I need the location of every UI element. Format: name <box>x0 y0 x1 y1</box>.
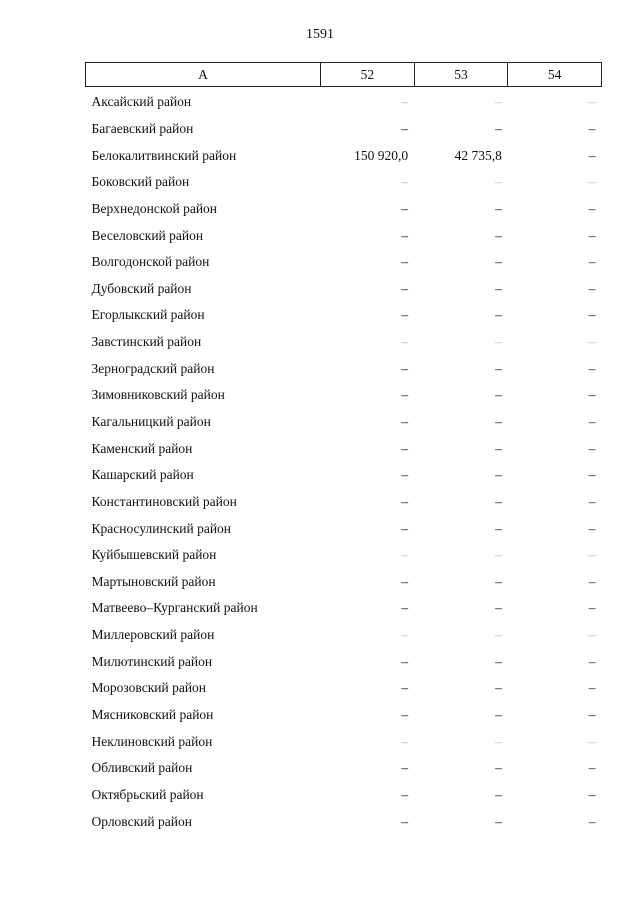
table-row <box>86 329 602 356</box>
cell-value: – <box>401 520 409 536</box>
cell-value: – <box>401 547 409 563</box>
cell-value: – <box>401 120 409 136</box>
cell-value: – <box>495 227 502 243</box>
cell-value: – <box>401 653 409 669</box>
cell-value: – <box>401 200 409 216</box>
table-row <box>86 116 602 143</box>
district-name: Обливский район <box>91 760 193 776</box>
table-row <box>86 755 602 782</box>
cell-value: – <box>401 467 409 483</box>
cell-value: – <box>588 813 596 829</box>
cell-value: – <box>588 653 596 669</box>
district-name: Зерноградский район <box>91 360 215 376</box>
table-row <box>86 542 602 569</box>
cell-value: – <box>495 307 502 323</box>
cell-value: – <box>401 627 409 643</box>
cell-value: – <box>588 280 596 296</box>
district-name: Милютинский район <box>91 653 213 669</box>
table-row <box>86 382 602 409</box>
table-row <box>86 648 602 675</box>
table-row <box>86 302 602 329</box>
cell-value: – <box>588 254 596 270</box>
cell-value: – <box>588 200 596 216</box>
district-name: Завстинский район <box>91 334 202 350</box>
cell-value: – <box>588 600 596 616</box>
data-table <box>85 62 602 835</box>
cell-value: – <box>495 493 502 509</box>
cell-value: – <box>401 280 409 296</box>
cell-value: – <box>401 707 409 723</box>
cell-value: – <box>588 334 596 350</box>
district-name: Морозовский район <box>91 680 207 696</box>
cell-value: – <box>401 414 409 429</box>
district-name: Миллеровский район <box>91 627 215 643</box>
cell-value: – <box>495 760 502 776</box>
district-name: Егорлыкский район <box>91 307 205 323</box>
district-name: Константиновский район <box>91 493 237 509</box>
table-row <box>86 409 602 436</box>
cell-value: – <box>588 307 596 323</box>
table-row <box>86 142 602 169</box>
cell-value: – <box>495 627 502 643</box>
cell-value: – <box>588 760 596 776</box>
cell-value: – <box>588 680 596 696</box>
district-name: Кагальницкий район <box>91 414 211 429</box>
district-name: Орловский район <box>91 813 192 829</box>
cell-value: – <box>401 760 409 776</box>
table-row <box>86 355 602 382</box>
cell-value: – <box>588 440 596 456</box>
cell-value: – <box>495 200 502 216</box>
table-row <box>86 728 602 755</box>
cell-value: – <box>495 254 502 270</box>
cell-value: – <box>401 813 409 829</box>
cell-value: – <box>588 520 596 536</box>
cell-value: – <box>588 174 596 190</box>
table-row <box>86 169 602 196</box>
cell-value: – <box>495 520 502 536</box>
cell-value: – <box>495 786 502 802</box>
cell-value: – <box>588 493 596 509</box>
district-name: Матвеево–Курганский район <box>91 600 258 616</box>
cell-value: – <box>401 440 409 456</box>
table-row <box>86 515 602 542</box>
cell-value: – <box>495 280 502 296</box>
table-row <box>86 462 602 489</box>
table-row <box>86 275 602 302</box>
cell-value: – <box>401 307 409 323</box>
table-row <box>86 782 602 809</box>
table-row <box>86 808 602 835</box>
table-row <box>86 702 602 729</box>
cell-value: 150 920,0 <box>354 147 409 163</box>
cell-value: – <box>588 627 596 643</box>
cell-value: – <box>495 334 502 350</box>
cell-value: – <box>495 813 502 829</box>
cell-value: – <box>495 387 502 403</box>
cell-value: 42 735,8 <box>454 147 502 163</box>
table-row <box>86 675 602 702</box>
district-name: Дубовский район <box>91 280 192 296</box>
cell-value: – <box>401 227 409 243</box>
cell-value: – <box>588 414 596 429</box>
table-row <box>86 569 602 596</box>
table-row <box>86 489 602 516</box>
cell-value: – <box>495 733 502 749</box>
cell-value: – <box>588 547 596 563</box>
cell-value: – <box>495 174 502 190</box>
cell-value: – <box>401 600 409 616</box>
district-name: Боковский район <box>91 174 190 190</box>
cell-value: – <box>588 573 596 589</box>
cell-value: – <box>495 120 502 136</box>
table-row <box>86 87 602 116</box>
district-name: Кашарский район <box>91 467 194 483</box>
table-row <box>86 222 602 249</box>
cell-value: – <box>495 707 502 723</box>
cell-value: – <box>588 733 596 749</box>
cell-value: – <box>401 360 409 376</box>
table-row <box>86 595 602 622</box>
cell-value: – <box>401 733 409 749</box>
cell-value: – <box>495 360 502 376</box>
table-header-row <box>86 63 602 87</box>
cell-value: – <box>588 360 596 376</box>
cell-value: – <box>588 467 596 483</box>
table-row <box>86 435 602 462</box>
cell-value: – <box>495 547 502 563</box>
table-row <box>86 249 602 276</box>
column-header-a: А <box>86 63 321 87</box>
table-row <box>86 622 602 649</box>
cell-value: – <box>588 94 596 110</box>
district-name: Аксайский район <box>91 94 192 110</box>
cell-value: – <box>401 680 409 696</box>
cell-value: – <box>588 387 596 403</box>
district-name: Белокалитвинский район <box>91 147 237 163</box>
district-name: Каменский район <box>91 440 193 456</box>
table-body <box>86 87 602 835</box>
cell-value: – <box>588 707 596 723</box>
district-name: Верхнедонской район <box>91 200 218 216</box>
cell-value: – <box>495 94 502 110</box>
district-name: Мартыновский район <box>91 573 216 589</box>
cell-value: – <box>495 600 502 616</box>
district-name: Волгодонской район <box>91 254 210 270</box>
cell-value: – <box>401 174 409 190</box>
cell-value: – <box>588 147 596 163</box>
district-name: Мясниковский район <box>91 707 214 723</box>
cell-value: – <box>495 440 502 456</box>
column-header-53: 53 <box>414 63 508 87</box>
table-row <box>86 196 602 223</box>
cell-value: – <box>401 334 409 350</box>
cell-value: – <box>401 254 409 270</box>
column-header-52: 52 <box>321 63 415 87</box>
cell-value: – <box>588 786 596 802</box>
column-header-54: 54 <box>508 63 602 87</box>
cell-value: – <box>588 120 596 136</box>
cell-value: – <box>401 573 409 589</box>
cell-value: – <box>495 680 502 696</box>
district-name: Куйбышевский район <box>91 547 217 563</box>
district-name: Багаевский район <box>91 120 194 136</box>
cell-value: – <box>401 786 409 802</box>
cell-value: – <box>401 493 409 509</box>
district-name: Красносулинский район <box>91 520 232 536</box>
district-name: Октябрьский район <box>91 786 204 802</box>
district-name: Зимовниковский район <box>91 387 225 403</box>
cell-value: – <box>401 94 409 110</box>
cell-value: – <box>495 414 502 429</box>
cell-value: – <box>495 467 502 483</box>
district-name: Неклиновский район <box>91 733 213 749</box>
cell-value: – <box>495 573 502 589</box>
cell-value: – <box>495 653 502 669</box>
cell-value: – <box>588 227 596 243</box>
cell-value: – <box>401 387 409 403</box>
district-name: Веселовский район <box>91 227 204 243</box>
page-number: 1591 <box>306 27 334 42</box>
